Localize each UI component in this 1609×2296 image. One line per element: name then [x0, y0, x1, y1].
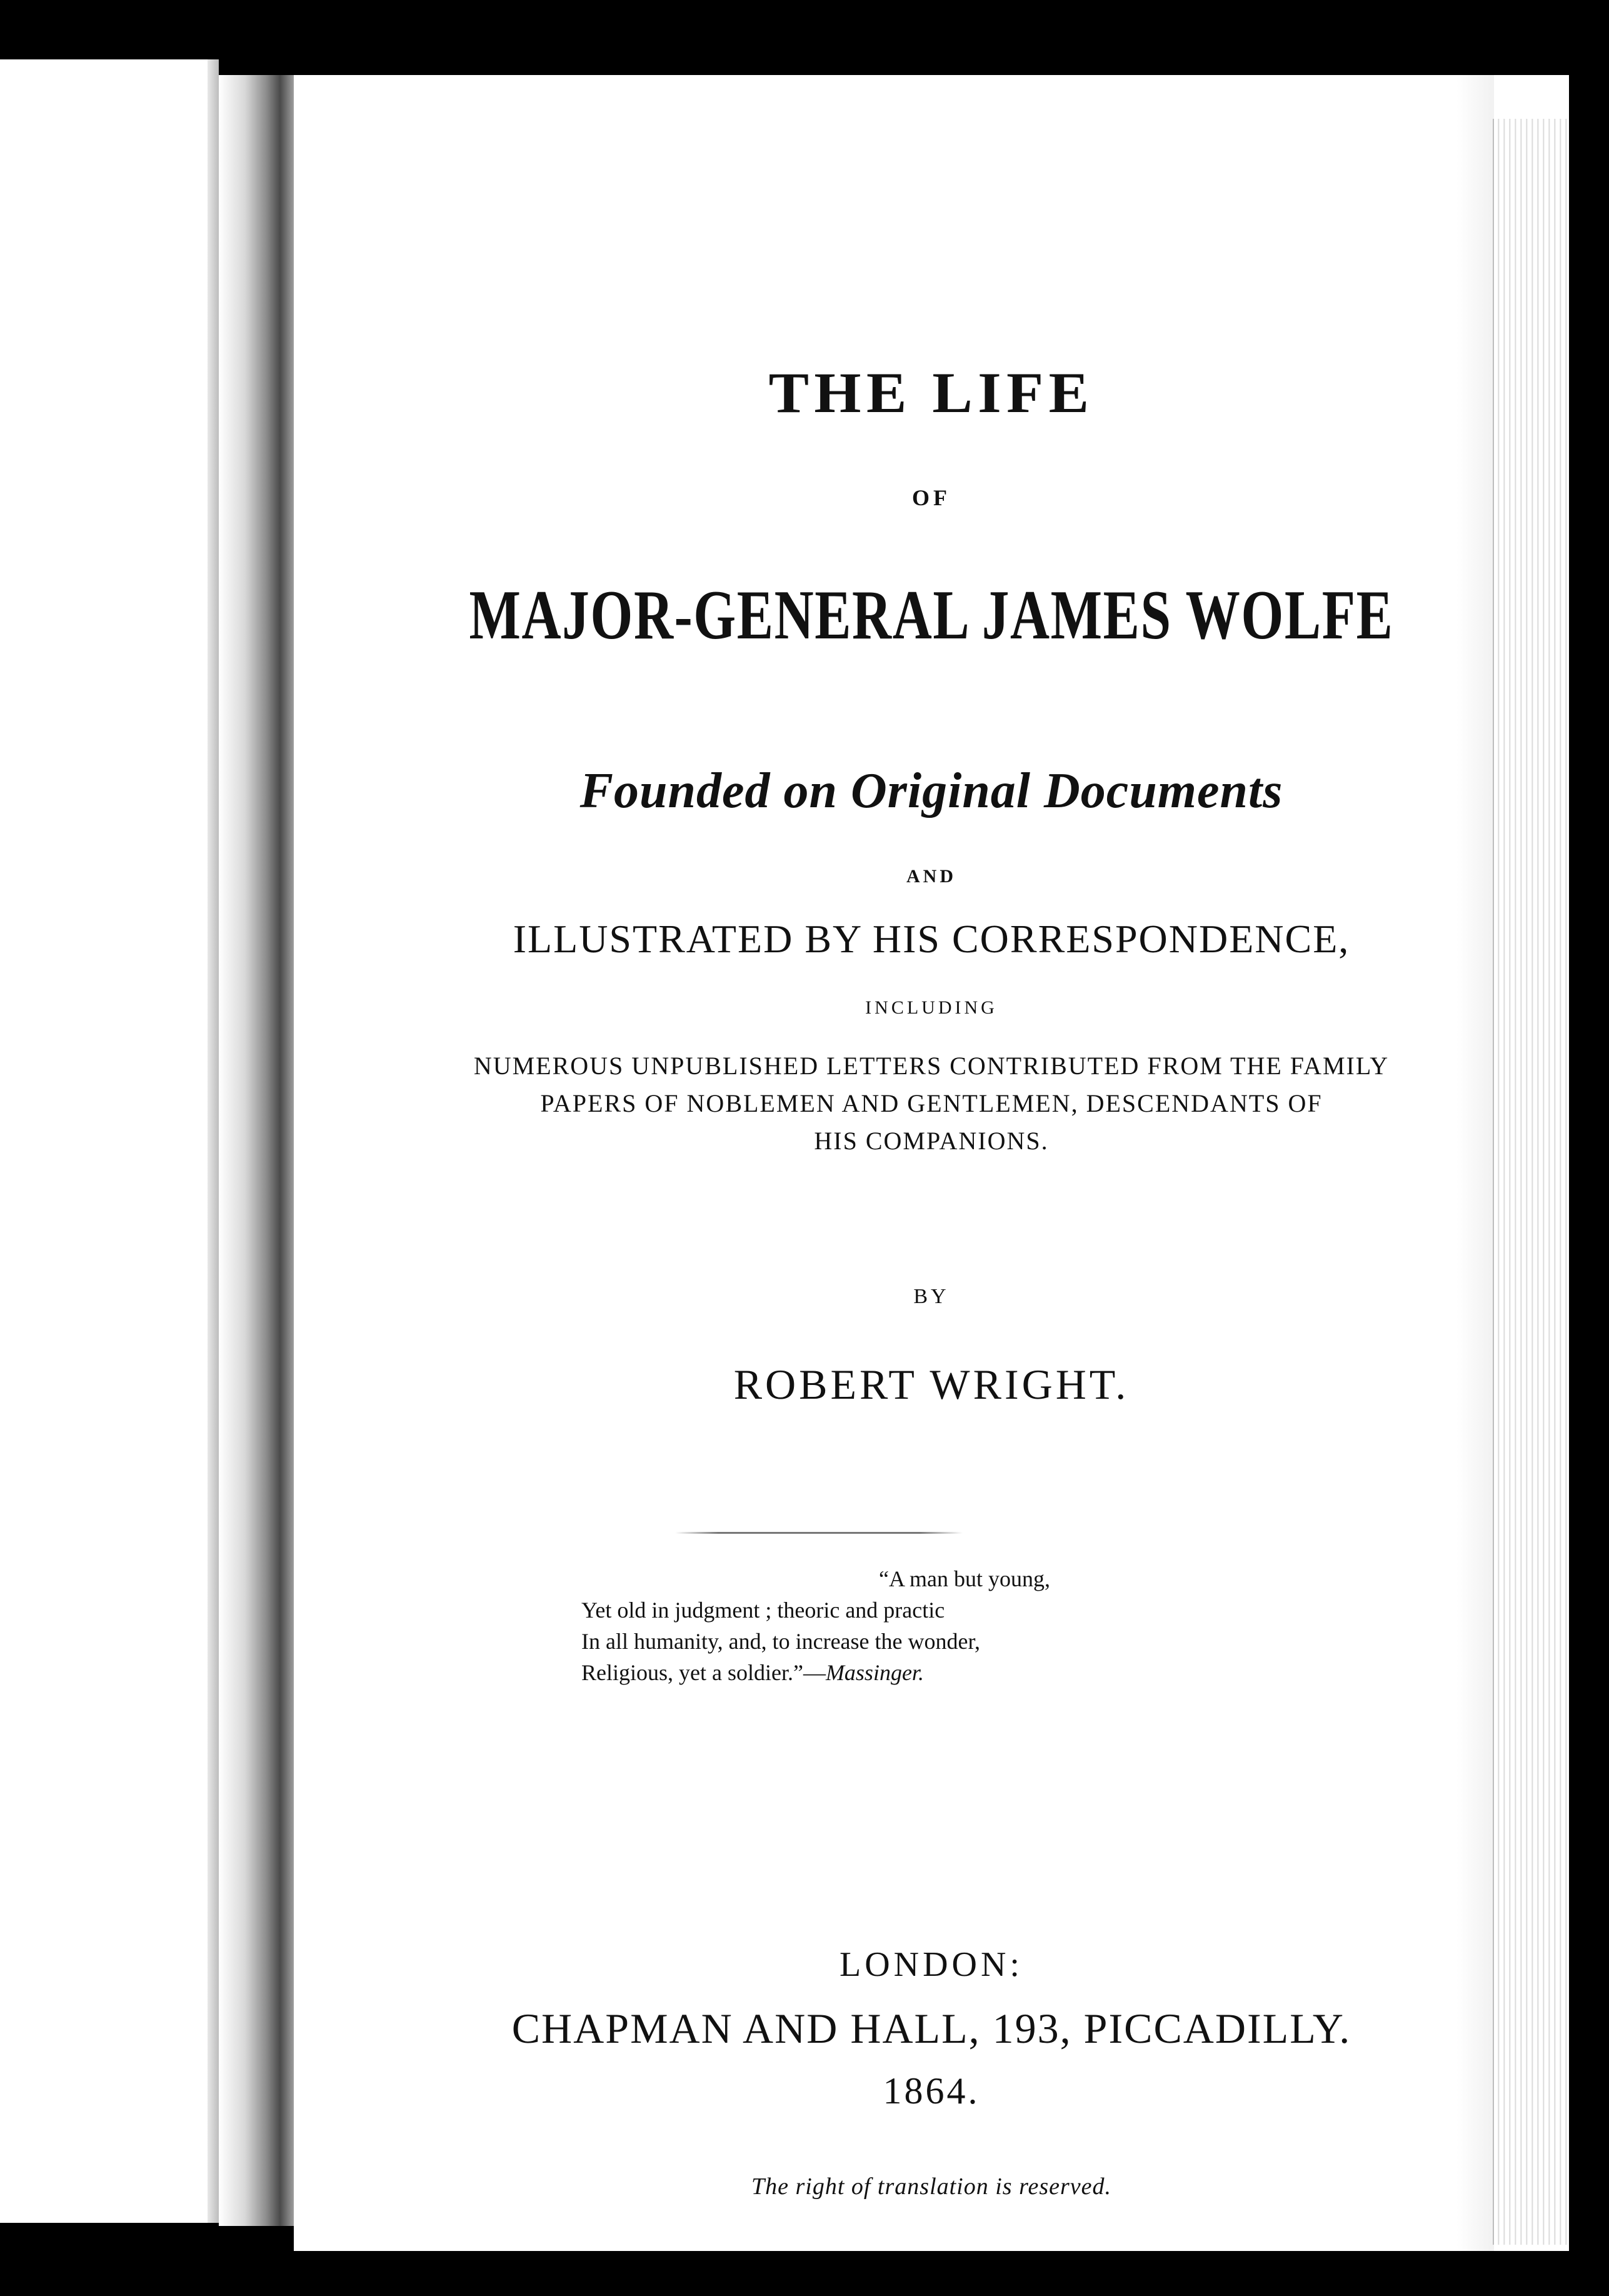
- left-blank-page: [0, 59, 219, 2223]
- left-page-gutter-edge: [208, 59, 219, 2223]
- epigraph-line-4-text: Religious, yet a soldier.”—: [581, 1660, 826, 1685]
- title-of: OF: [912, 485, 951, 510]
- subtitle-and: AND: [906, 866, 956, 887]
- numerous-line-1: NUMEROUS UNPUBLISHED LETTERS CONTRIBUTED FROM THE FAMILY: [473, 1052, 1390, 1080]
- numerous-line-2: PAPERS OF NOBLEMEN AND GENTLEMEN, DESCENDANTS OF: [540, 1089, 1323, 1117]
- subtitle-illustrated: ILLUSTRATED BY HIS CORRESPONDENCE,: [513, 917, 1350, 961]
- epigraph-line-1: “A man but young,: [879, 1566, 1050, 1591]
- numerous-line-3: HIS COMPANIONS.: [814, 1127, 1049, 1155]
- imprint-publisher: CHAPMAN AND HALL, 193, PICCADILLY.: [511, 2005, 1351, 2052]
- author-name: ROBERT WRIGHT.: [733, 1361, 1130, 1408]
- epigraph-line-2: Yet old in judgment ; theoric and practic: [581, 1598, 945, 1623]
- imprint-city: LONDON:: [840, 1945, 1023, 1984]
- epigraph-line-4: [581, 1657, 1050, 1688]
- book-title: THE LIFE: [768, 361, 1095, 425]
- rights-notice: The right of translation is reserved.: [751, 2173, 1112, 2200]
- epigraph-line-3: In all humanity, and, to increase the wonder,: [581, 1629, 981, 1654]
- title-page: [294, 75, 1569, 2251]
- by-line: BY: [913, 1285, 950, 1308]
- subtitle-including: INCLUDING: [865, 997, 998, 1018]
- divider-rule: [675, 1532, 963, 1534]
- imprint-year: 1864.: [883, 2070, 980, 2112]
- book-subject: MAJOR-GENERAL JAMES WOLFE: [469, 577, 1394, 654]
- subtitle-numerous: [294, 1047, 1569, 1160]
- page-edges: [1493, 119, 1569, 2245]
- epigraph-attribution: Massinger.: [825, 1660, 924, 1685]
- subtitle-founded: Founded on Original Documents: [579, 763, 1283, 818]
- epigraph: [581, 1563, 1050, 1688]
